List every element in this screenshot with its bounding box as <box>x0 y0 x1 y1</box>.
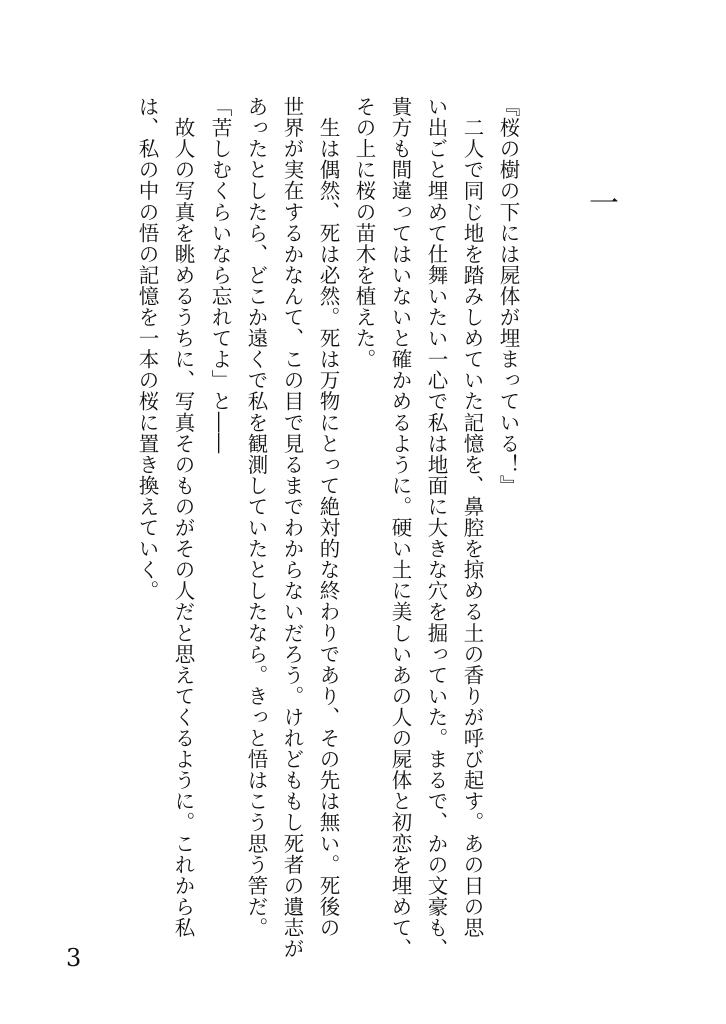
text-line-3: い出ごと埋めて仕舞いたい一心で私は地面に大きな穴を掘っていた。まるで、かの文豪も、 <box>424 96 448 960</box>
body-text <box>129 96 526 976</box>
text-line-8: あったとしたら、どこか遠くで私を観測していたとしたなら。きっと悟はこう思う筈だ。 <box>244 96 268 938</box>
text-line-11: は、私の中の悟の記憶を一本の桜に置き換えていく。 <box>135 96 159 602</box>
text-line-9: 「苦しむくらいなら忘れてよ」と―― <box>208 96 232 454</box>
page-number: 3 <box>66 944 82 972</box>
text-line-1: 『桜の樹の下には屍体が埋まっている！』 <box>496 96 520 496</box>
text-line-7: 世界が実在するかなんて、この目で見るまでわからないだろう。けれどももし死者の遺志が <box>280 96 304 960</box>
text-line-5: その上に桜の苗木を植えた。 <box>352 96 376 370</box>
chapter-number: 一 <box>583 187 618 217</box>
text-line-4: 貴方も間違ってはいないと確かめるように。硬い土に美しいあの人の屍体と初恋を埋めて、 <box>388 96 412 960</box>
text-line-2: 二人で同じ地を踏みしめていた記憶を、鼻腔を掠める土の香りが呼び起す。あの日の思 <box>460 96 484 938</box>
text-line-10: 故人の写真を眺めるうちに、写真そのものがその人だと思えてくるように。これから私 <box>171 96 195 938</box>
text-line-6: 生は偶然、死は必然。死は万物にとって絶対的な終わりであり、その先は無い。死後の <box>316 96 340 938</box>
